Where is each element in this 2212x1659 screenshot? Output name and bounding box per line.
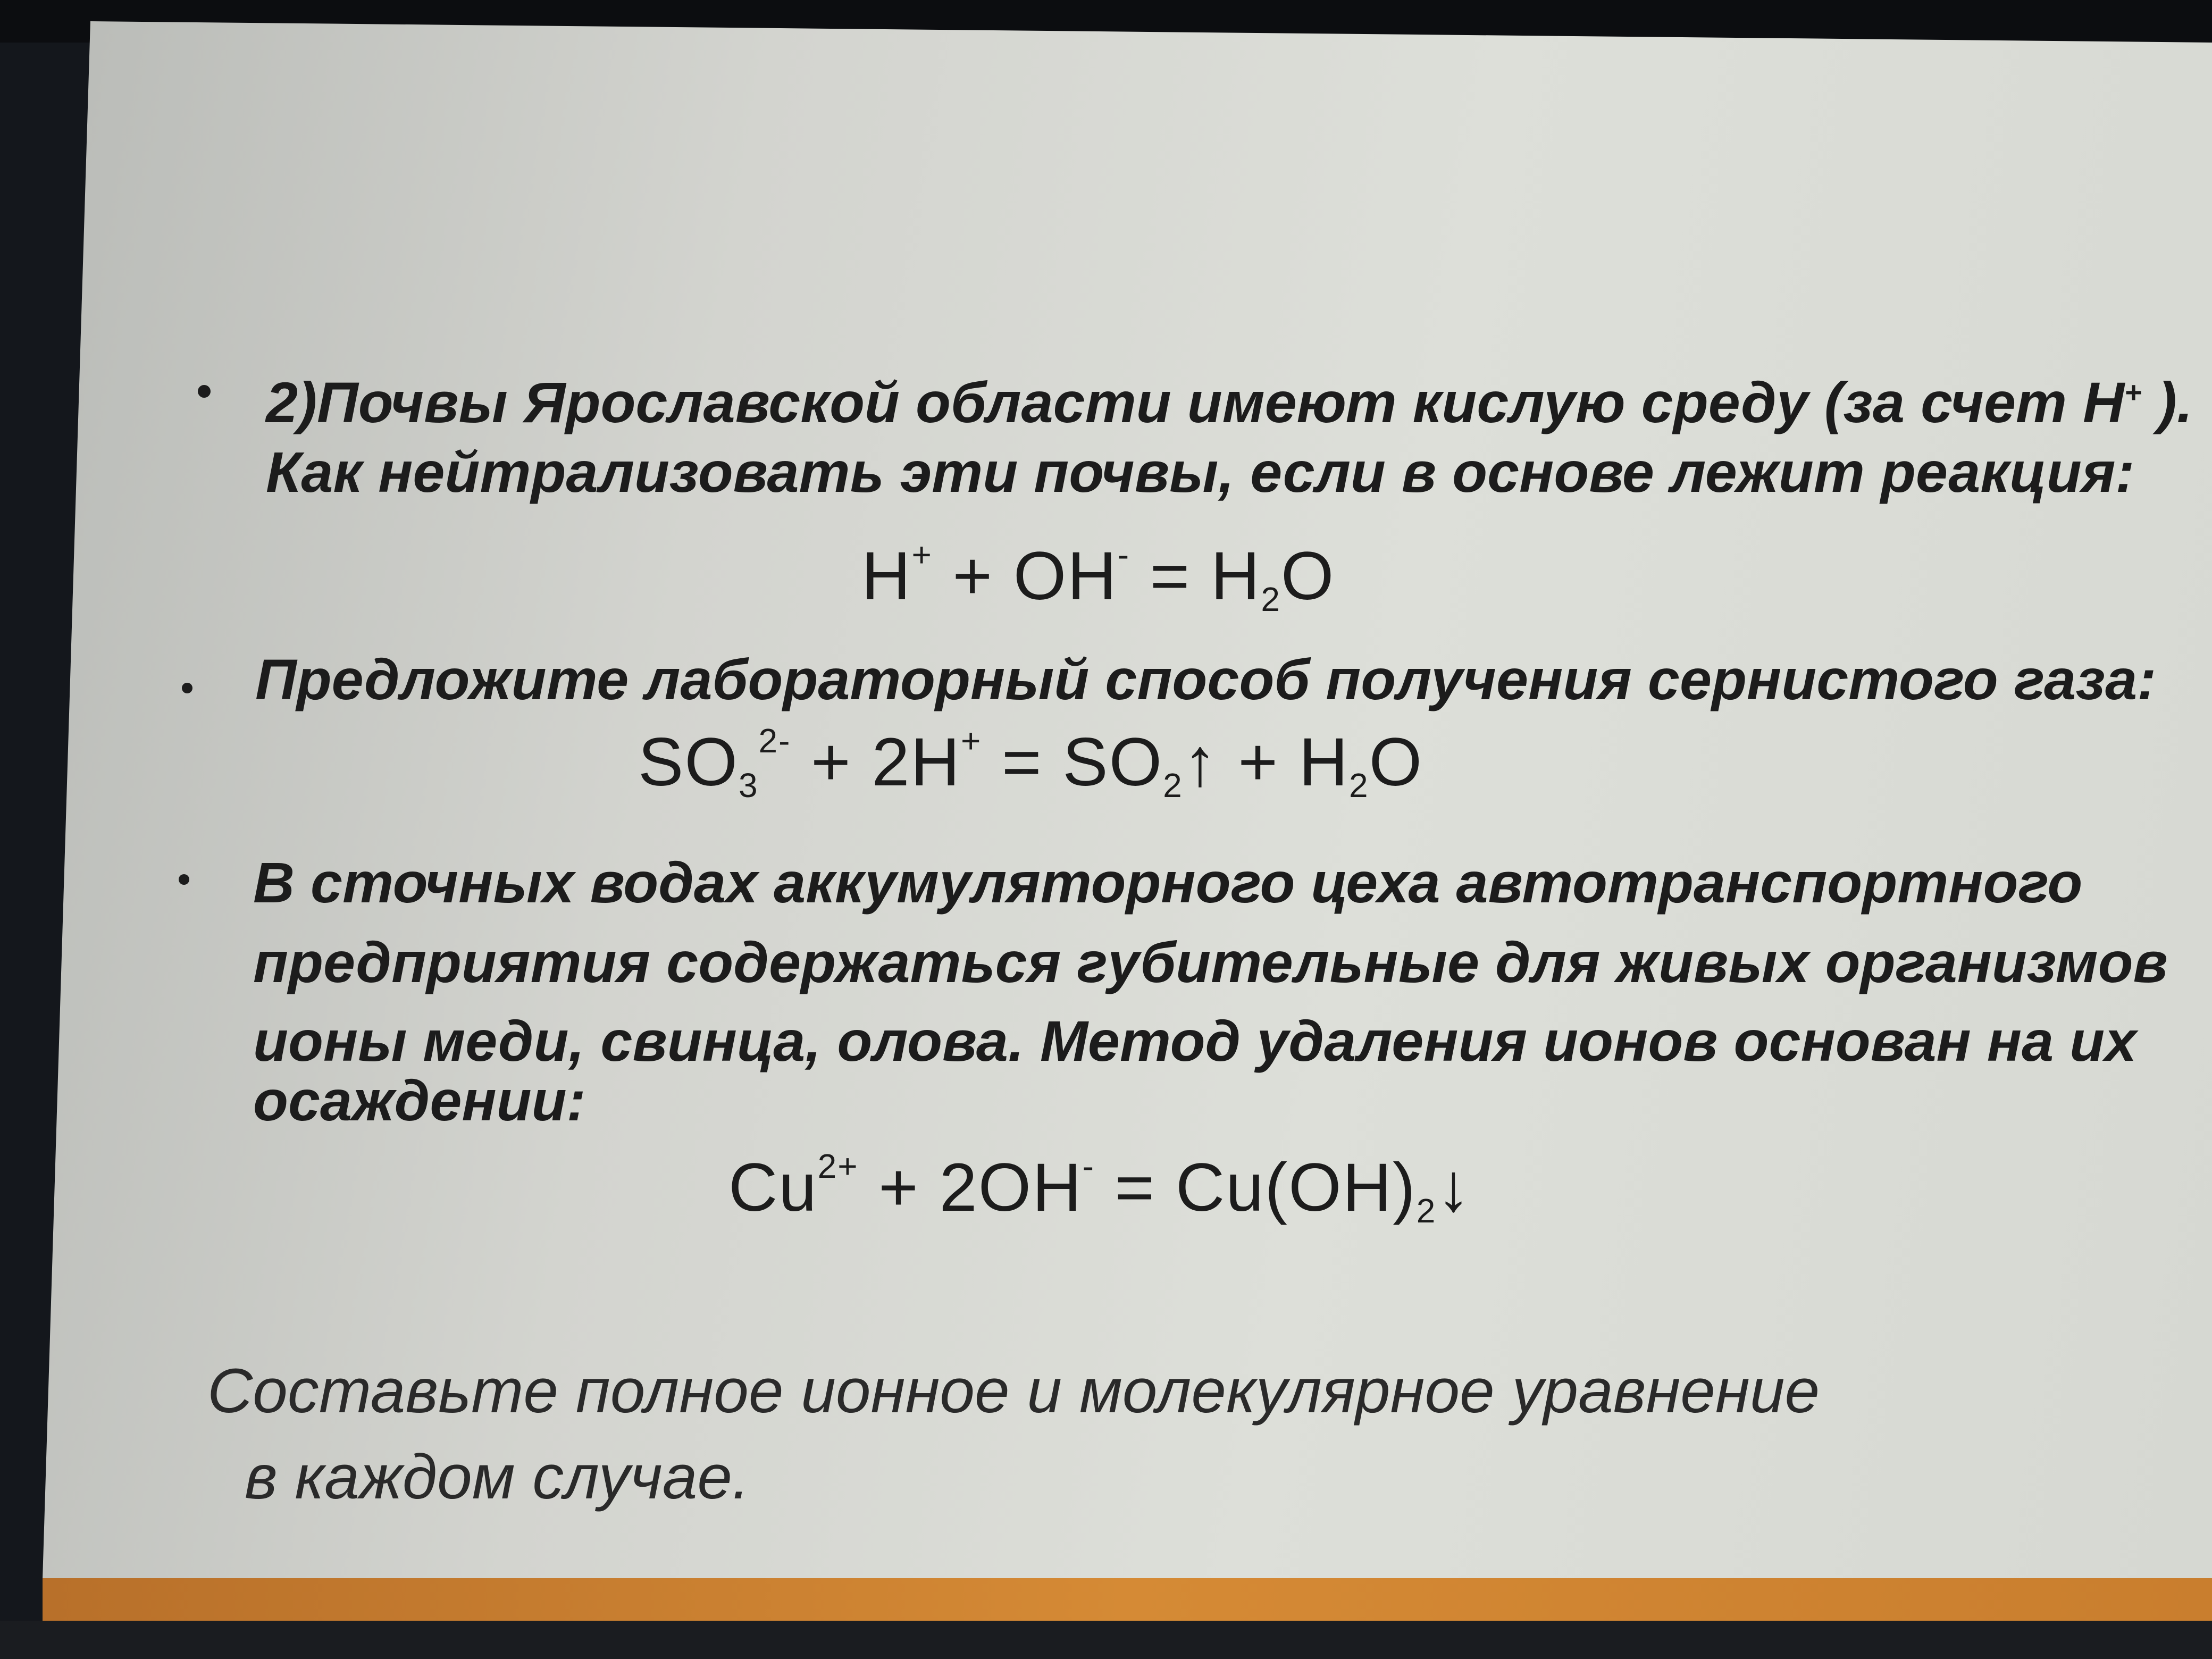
task-line2: в каждом случае. — [245, 1442, 750, 1512]
task-line1: Составьте полное ионное и молекулярное уравнение — [207, 1356, 1820, 1426]
q1-line1: 2)Почвы Ярославской области имеют кислую среду (за счет H+ ). — [266, 370, 2193, 434]
q2-line1: Предложите лабораторный способ получения сернистого газа: — [255, 647, 2157, 711]
equation-2: $SO_3^{2-} + 2H^+$ = $SO_2↑ + H_2O$ — [638, 722, 1423, 805]
background-bottom — [0, 1621, 2212, 1659]
q3-line4: осаждении: — [253, 1068, 586, 1133]
equation-1: $H^+ + OH^- = H_2O$ — [861, 535, 1335, 618]
q3-line1: В сточных водах аккумуляторного цеха автотранспортного — [253, 850, 2083, 915]
equation-3: $Cu^{2+} + 2OH^-$ = $Cu(OH)_2↓$ — [728, 1147, 1472, 1230]
q3-line3: ионы меди, свинца, олова. Метод удаления ионов основан на их — [253, 1009, 2137, 1073]
q1-line2: Как нейтрализовать эти почвы, если в основе лежит реакция: — [266, 440, 2135, 504]
q3-line2: предприятия содержаться губительные для живых организмов — [253, 930, 2168, 994]
slide-footer-bar — [43, 1578, 2212, 1621]
bullet-3 — [179, 874, 189, 885]
bullet-2 — [182, 683, 192, 693]
bullet-1 — [198, 385, 211, 398]
